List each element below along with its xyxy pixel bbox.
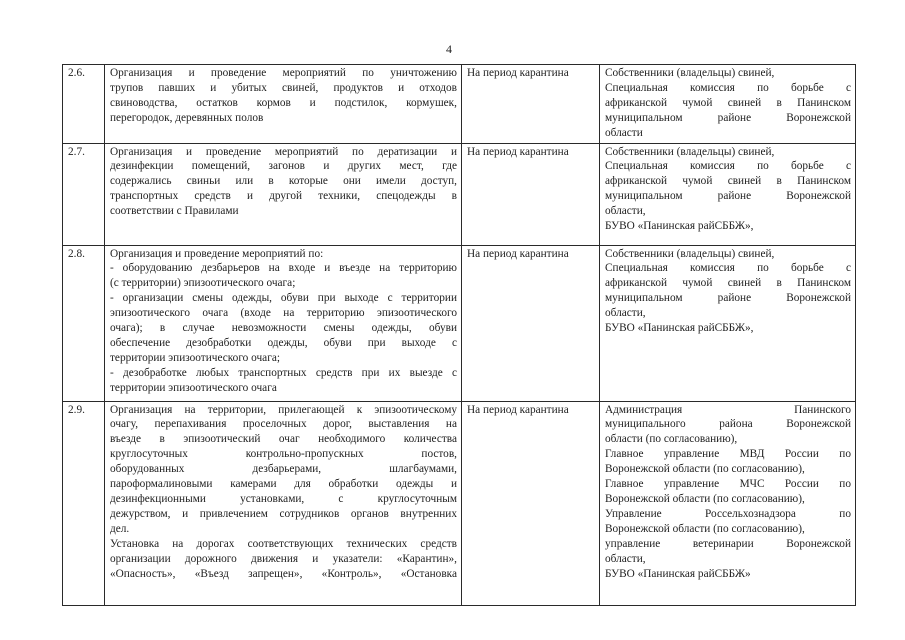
text-line: Администрация Панинского [605, 403, 851, 416]
text-line: области, [605, 552, 646, 565]
text-line: области (по согласованию), [605, 433, 738, 446]
deadline-text: На период карантина [462, 143, 600, 245]
table-row [63, 401, 856, 605]
text-line: свиноводства, остатков кормов и подстилок, кормушек, [110, 96, 457, 109]
text-line: организации дорожного движения и указатели: «Карантин», [110, 552, 457, 565]
text-line: муниципальном районе Воронежской [605, 292, 851, 305]
text-line: - организации смены одежды, обуви при выходе с территории [110, 292, 457, 305]
text-line: Специальная комиссия по борьбе с [605, 160, 851, 173]
deadline-text: На период карантина [462, 65, 600, 144]
row-number: 2.6. [63, 65, 105, 144]
text-line: (с территории) эпизоотического очага; [110, 277, 296, 290]
text-line: транспортных средств и другой техники, спецодежды в [110, 190, 457, 203]
text-line: содержались свиньи или в которые они имели доступ, [110, 175, 457, 188]
measure-text [105, 245, 462, 401]
deadline-text: На период карантина [462, 245, 600, 401]
text-line: дезинфекционными установками, с круглосуточным [110, 492, 457, 505]
text-line: - оборудованию дезбарьеров на входе и въезде на территорию [110, 262, 457, 275]
text-line: «Опасность», «Въезд запрещен», «Контроль», «Остановка [110, 567, 457, 580]
table-row [63, 143, 856, 245]
table-row [63, 245, 856, 401]
text-line: очагу, перепахивания проселочных дорог, выставления на [110, 418, 457, 431]
responsible-text [600, 143, 856, 245]
text-line: дежурством, и привлечением сотрудников органов внутренних [110, 507, 457, 520]
text-line: дел. [110, 522, 130, 535]
text-line: области, [605, 307, 646, 320]
text-line: трупов павших и убитых свиней, продуктов и отходов [110, 81, 457, 94]
text-line: очага); в случае невозможности смены одежды, обуви [110, 322, 457, 335]
page-number: 4 [446, 42, 452, 56]
text-line: Управление Россельхознадзора по [605, 507, 851, 520]
text-line: муниципальном районе Воронежской [605, 190, 851, 203]
deadline-text: На период карантина [462, 401, 600, 605]
text-line: Собственники (владельцы) свиней, [605, 145, 775, 158]
text-line: африканской чумой свиней в Панинском [605, 175, 851, 188]
row-number: 2.8. [63, 245, 105, 401]
text-line: территории эпизоотического очага [110, 381, 277, 394]
text-line: территории эпизоотического очага; [110, 351, 280, 364]
text-line: эпизоотического очага (входе на территорию эпизоотического [110, 307, 457, 320]
text-line: Установка на дорогах соответствующих технических средств [110, 537, 457, 550]
text-line: Организация и проведение мероприятий по дератизации и [110, 145, 457, 158]
text-line: пароформалиновыми камерами для обработки одежды и [110, 478, 457, 491]
text-line: оборудованных дезбарьерами, шлагбаумами, [110, 463, 457, 476]
text-line: БУВО «Панинская райСББЖ», [605, 322, 754, 335]
text-line: области, [605, 205, 646, 218]
text-line: управление ветеринарии Воронежской [605, 537, 851, 550]
measure-text [105, 65, 462, 144]
text-line: Главное управление МЧС России по [605, 478, 851, 491]
text-line: Собственники (владельцы) свиней, [605, 247, 775, 260]
text-line: въезде в эпизоотический очаг необходимого количества [110, 433, 457, 446]
text-line: муниципальном районе Воронежской [605, 111, 851, 124]
responsible-text [600, 245, 856, 401]
measure-text [105, 143, 462, 245]
responsible-text [600, 401, 856, 605]
text-line: Организация на территории, прилегающей к эпизоотическому [110, 403, 457, 416]
text-line: дезинфекции помещений, загонов и других мест, где [110, 160, 457, 173]
text-line: Организация и проведение мероприятий по уничтожению [110, 67, 457, 79]
text-line: африканской чумой свиней в Панинском [605, 277, 851, 290]
row-number: 2.9. [63, 401, 105, 605]
text-line: круглосуточных контрольно-пропускных постов, [110, 448, 457, 461]
text-line: соответствии с Правилами [110, 205, 239, 218]
text-line: Собственники (владельцы) свиней, [605, 67, 775, 79]
text-line: Специальная комиссия по борьбе с [605, 262, 851, 275]
text-line: БУВО «Панинская райСББЖ», [605, 220, 754, 233]
text-line: перегородок, деревянных полов [110, 111, 264, 124]
responsible-text [600, 65, 856, 144]
text-line: области [605, 126, 643, 139]
table-row [63, 65, 856, 144]
text-line: Специальная комиссия по борьбе с [605, 81, 851, 94]
text-line: БУВО «Панинская райСББЖ» [605, 567, 751, 580]
text-line: обеспечение дезобработки одежды, обуви при выходе с [110, 336, 457, 349]
text-line: - дезобработке любых транспортных средств при их выезде с [110, 366, 457, 379]
text-line: африканской чумой свиней в Панинском [605, 96, 851, 109]
text-line: Воронежской области (по согласованию), [605, 492, 805, 505]
text-line: Организация и проведение мероприятий по: [110, 247, 324, 260]
text-line: Воронежской области (по согласованию), [605, 522, 805, 535]
text-line: Воронежской области (по согласованию), [605, 463, 805, 476]
text-line: Главное управление МВД России по [605, 448, 851, 461]
row-number: 2.7. [63, 143, 105, 245]
text-line: муниципального района Воронежской [605, 418, 851, 431]
measures-table [62, 64, 856, 606]
measure-text [105, 401, 462, 605]
